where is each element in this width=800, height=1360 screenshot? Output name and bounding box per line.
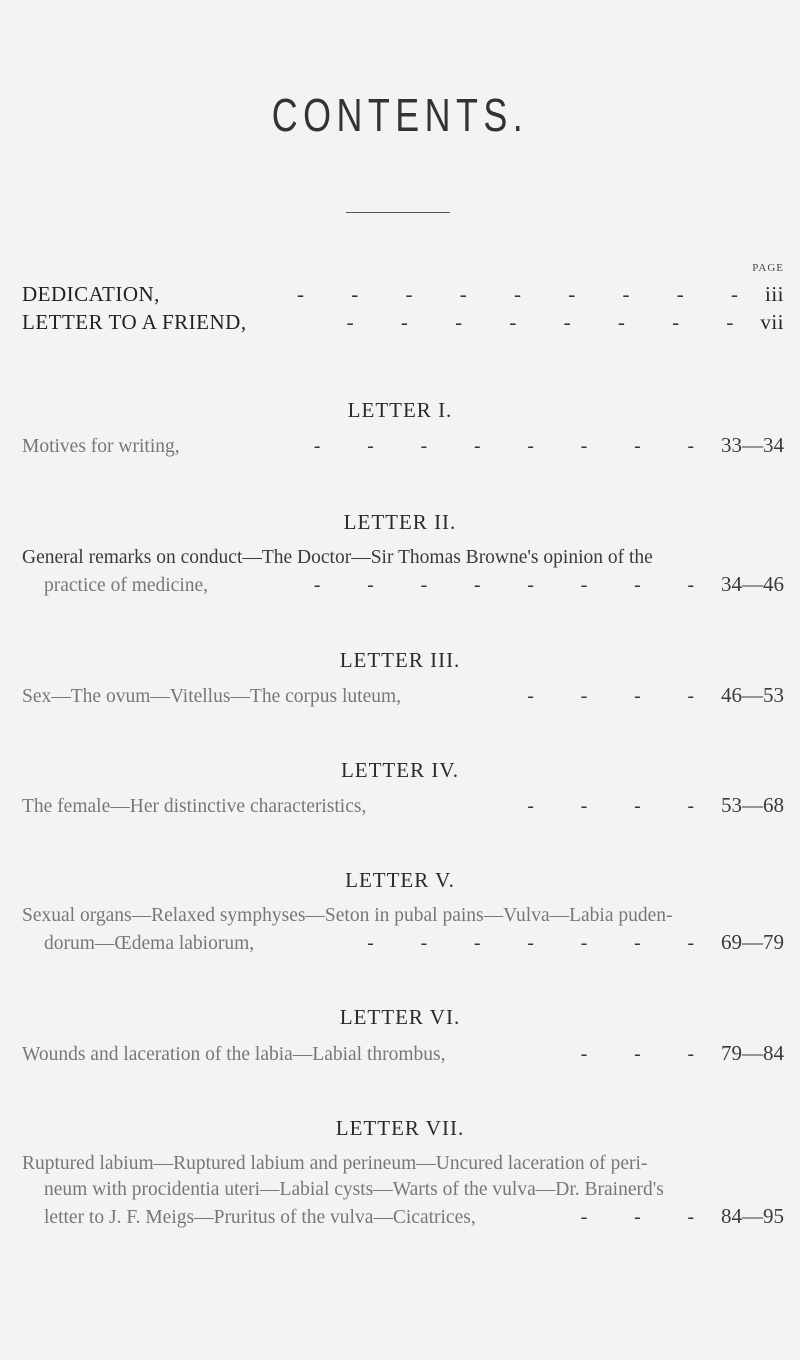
toc-entry-text: neum with procidentia uteri—Labial cysts—Warts of the vulva—Dr. Brainerd's: [44, 1179, 664, 1200]
toc-entry[interactable]: [22, 903, 784, 957]
title-rule: [346, 212, 450, 213]
toc-entry-page: 79—84: [721, 1041, 784, 1065]
leader-dots: - - - - - - - -: [346, 310, 755, 334]
toc-entry-page: 46—53: [721, 683, 784, 707]
toc-entry-page: 53—68: [721, 793, 784, 817]
toc-entry-text: letter to J. F. Meigs—Pruritus of the vulva—Cicatrices,: [44, 1207, 476, 1228]
letter-heading: LETTER II.: [343, 510, 457, 534]
toc-entry-letter-to-friend[interactable]: [22, 310, 784, 335]
letter-heading: LETTER V.: [345, 868, 455, 892]
toc-entry-text: Ruptured labium—Ruptured labium and perineum—Uncured laceration of peri-: [22, 1153, 648, 1174]
leader-dots: - - - -: [527, 796, 715, 817]
letter-heading: LETTER IV.: [340, 758, 460, 782]
toc-entry[interactable]: [22, 545, 784, 599]
toc-entry-page: 34—46: [721, 572, 784, 596]
toc-entry-text: practice of medicine,: [44, 575, 209, 596]
toc-entry-page: vii: [760, 310, 784, 334]
toc-entry-text: dorum—Œdema labiorum,: [44, 933, 255, 954]
toc-entry[interactable]: [22, 1151, 784, 1231]
toc-entry-text: Motives for writing,: [22, 436, 180, 457]
page-column-label: PAGE: [752, 262, 784, 274]
toc-entry-text: Sex—The ovum—Vitellus—The corpus luteum,: [22, 686, 402, 707]
leader-dots: - - -: [580, 1207, 715, 1228]
toc-entry-text: The female—Her distinctive characteristics,: [22, 796, 367, 817]
leader-dots: - - - -: [527, 686, 715, 707]
leader-dots: - - - - - - - - -: [297, 282, 759, 306]
toc-entry-label: LETTER TO A FRIEND,: [22, 310, 247, 334]
toc-entry-label: DEDICATION,: [22, 282, 160, 306]
toc-entry-page: 84—95: [721, 1204, 784, 1228]
toc-entry[interactable]: [22, 682, 784, 710]
letter-heading: LETTER VII.: [335, 1116, 465, 1140]
letter-heading: LETTER III.: [339, 648, 461, 672]
toc-entry-page: iii: [764, 282, 784, 306]
toc-entry[interactable]: [22, 1040, 784, 1068]
toc-entry-text: General remarks on conduct—The Doctor—Sir Thomas Browne's opinion of the: [22, 547, 653, 568]
toc-entry-page: 33—34: [721, 433, 784, 457]
toc-entry-text: Wounds and laceration of the labia—Labial thrombus,: [22, 1044, 446, 1065]
leader-dots: - - - - - - -: [367, 933, 715, 954]
toc-entry[interactable]: [22, 792, 784, 820]
leader-dots: - - - - - - - -: [313, 575, 715, 596]
toc-entry[interactable]: [22, 432, 784, 460]
toc-entry-text: Sexual organs—Relaxed symphyses—Seton in pubal pains—Vulva—Labia puden-: [22, 905, 673, 926]
leader-dots: - - - - - - - -: [313, 436, 715, 457]
letter-heading: LETTER I.: [347, 398, 453, 422]
toc-entry-dedication[interactable]: [22, 282, 784, 307]
letter-heading: LETTER VI.: [339, 1005, 461, 1029]
toc-entry-page: 69—79: [721, 930, 784, 954]
leader-dots: - - -: [580, 1044, 715, 1065]
page-title: CONTENTS.: [271, 89, 529, 141]
